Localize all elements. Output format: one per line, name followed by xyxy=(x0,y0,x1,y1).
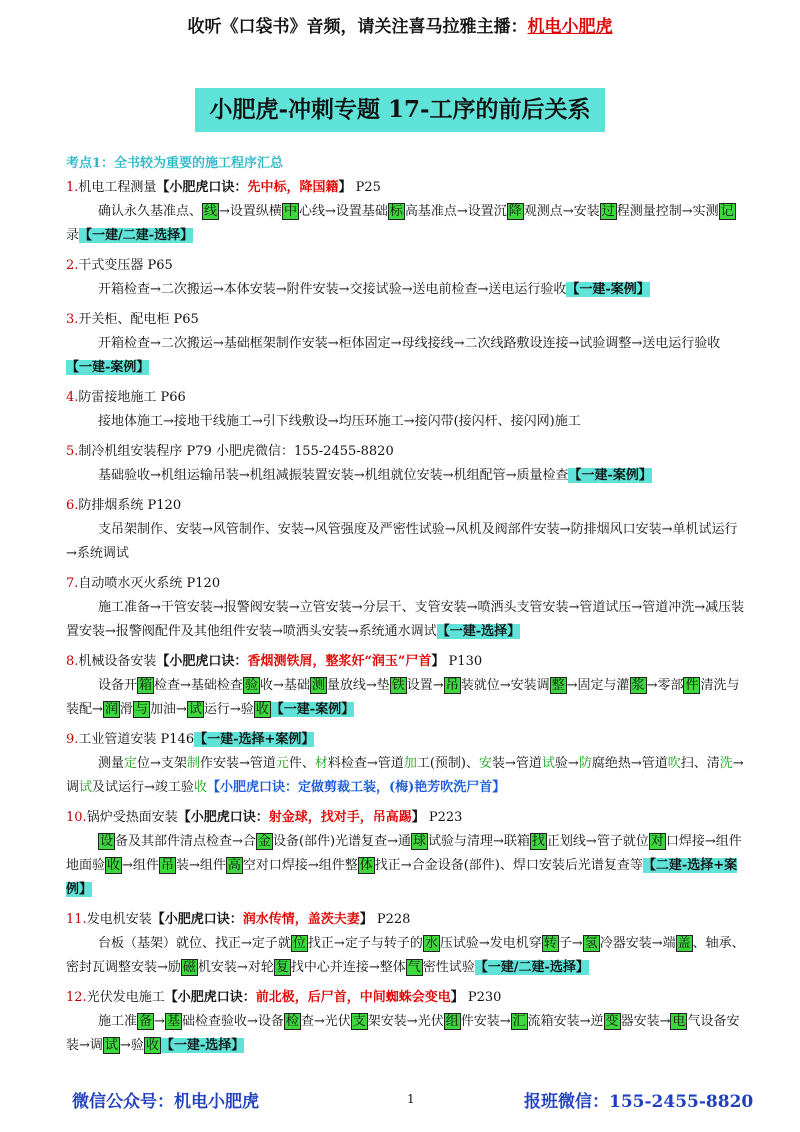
procedure-item xyxy=(66,908,746,980)
text-run: 气设备安装→调 xyxy=(66,1014,740,1053)
highlighted-char: 备 xyxy=(139,1014,153,1029)
text-run: 运行→验 xyxy=(203,702,254,717)
highlighted-char: 体 xyxy=(359,858,373,873)
item-number: 8. xyxy=(66,654,79,669)
mnemonic-text: 润水传情，盖茨夫妻 xyxy=(242,912,360,927)
key-char: 洗 xyxy=(719,756,733,771)
highlighted-char: 支 xyxy=(352,1014,366,1029)
key-char: 安 xyxy=(478,756,492,771)
procedure-item xyxy=(66,386,746,434)
procedure-item xyxy=(66,254,746,302)
footer-wechat-account: 微信公众号：机电小肥虎 xyxy=(72,1092,259,1112)
highlighted-char: 浆 xyxy=(631,678,645,693)
text-run: 开箱检查→二次搬运→本体安装→附件安装→交接试验→送电前检查→送电运行验收 xyxy=(98,282,567,297)
mnemonic-bracket: 【小肥虎口诀： xyxy=(177,810,269,825)
text-run: 架安装→光伏 xyxy=(367,1014,444,1029)
highlighted-char: 气 xyxy=(407,960,421,975)
text-run: 心线→设置基础 xyxy=(298,204,388,219)
text-run: 查→光伏 xyxy=(300,1014,351,1029)
highlighted-char: 试 xyxy=(104,1038,118,1053)
text-run: 施工准备→干管安装→报警阀安装→立管安装→分层干、支管安装→喷洒头支管安装→管道试压→管道冲洗→减压装置安装→报警阀配件及其他组件安装→喷洒头安装→系统通水调试 xyxy=(66,600,745,639)
item-steps xyxy=(66,932,746,980)
text-run: 防排烟系统 P120 xyxy=(78,498,182,513)
text-run: 确认永久基准点、 xyxy=(98,204,203,219)
text-run: 录 xyxy=(66,228,80,243)
highlighted-char: 位 xyxy=(292,936,306,951)
text-run: 件、 xyxy=(288,756,315,771)
item-heading xyxy=(66,650,746,674)
text-run: 防雷接地施工 P66 xyxy=(78,390,186,405)
mnemonic-bracket: 】 xyxy=(338,180,352,195)
text-run: 接地体施工→接地干线施工→引下线敷设→均压环施工→接闪带(接闪杆、接闪网)施工 xyxy=(98,414,581,429)
mnemonic-bracket: 【小肥虎口诀： xyxy=(156,654,248,669)
highlighted-char: 吊 xyxy=(445,678,459,693)
item-steps xyxy=(66,464,746,488)
procedure-item xyxy=(66,806,746,902)
text-run: P230 xyxy=(463,990,502,1005)
text-run: 设置→ xyxy=(406,678,444,693)
highlighted-char: 过 xyxy=(601,204,615,219)
text-run: 工(预制)、 xyxy=(416,756,479,771)
key-char: 定 xyxy=(124,756,138,771)
section-heading: 考点1：全书较为重要的施工程序汇总 xyxy=(66,156,284,171)
item-heading xyxy=(66,440,746,464)
highlighted-char: 汇 xyxy=(512,1014,526,1029)
anchor-link[interactable]: 机电小肥虎 xyxy=(527,17,613,37)
exam-tag: 【一建-案例】 xyxy=(566,282,650,297)
item-heading xyxy=(66,494,746,518)
mnemonic-text: 香烟测铁屑，整浆奸“润玉”尸首 xyxy=(247,654,432,669)
item-number: 1. xyxy=(66,180,79,195)
text-run: 找正→定子与转子的 xyxy=(307,936,423,951)
text-run: P228 xyxy=(372,912,411,927)
highlighted-char: 复 xyxy=(275,960,289,975)
item-heading xyxy=(66,908,746,932)
text-run: 制冷机组安装程序 P79 小肥虎微信：155-2455-8820 xyxy=(78,444,394,459)
procedure-item xyxy=(66,728,746,800)
text-run: 加油→ xyxy=(149,702,187,717)
highlighted-char: 转 xyxy=(543,936,557,951)
item-steps xyxy=(66,830,746,902)
highlighted-char: 检 xyxy=(285,1014,299,1029)
text-run: →组件 xyxy=(122,858,159,873)
highlighted-char: 铁 xyxy=(391,678,405,693)
item-number: 11. xyxy=(66,912,87,927)
item-steps xyxy=(66,200,746,248)
text-run: 位→支架 xyxy=(137,756,187,771)
text-run: 收→基础 xyxy=(259,678,310,693)
procedure-item xyxy=(66,176,746,248)
text-run: 冷器安装→端 xyxy=(599,936,676,951)
item-heading xyxy=(66,806,746,830)
text-run: 装→组件 xyxy=(175,858,226,873)
item-heading xyxy=(66,254,746,278)
item-number: 2. xyxy=(66,258,79,273)
key-char: 吹 xyxy=(667,756,681,771)
text-run: 找正→合金设备(部件)、焊口安装后光谱复查等 xyxy=(374,858,643,873)
text-run: → xyxy=(154,1014,165,1029)
text-run: 发电机安装 xyxy=(86,912,152,927)
item-steps xyxy=(66,1010,746,1058)
key-char: 材 xyxy=(314,756,328,771)
audio-banner xyxy=(0,12,800,37)
highlighted-char: 记 xyxy=(720,204,734,219)
exam-tag: 【一建-选择+案例】 xyxy=(194,732,315,747)
exam-tag: 【一建/二建-选择】 xyxy=(79,228,194,243)
mnemonic-text: 先中标，降国籍 xyxy=(247,180,339,195)
procedure-item xyxy=(66,440,746,488)
item-number: 3. xyxy=(66,312,79,327)
procedure-list xyxy=(66,176,746,1058)
key-char: 试 xyxy=(79,780,93,795)
text-run: →调 xyxy=(66,756,744,795)
text-run: →固定与灌 xyxy=(566,678,630,693)
key-char: 试 xyxy=(541,756,555,771)
text-run: 高基准点→设置沉 xyxy=(404,204,507,219)
item-steps xyxy=(66,596,746,644)
text-run: 干式变压器 P65 xyxy=(78,258,173,273)
highlighted-char: 收 xyxy=(107,858,121,873)
mnemonic-bracket: 】 xyxy=(431,654,445,669)
text-run: 作安装→管道 xyxy=(199,756,276,771)
text-run: 础检查验收→设备 xyxy=(181,1014,284,1029)
text-run: 口焊接→组件地面验 xyxy=(66,834,742,873)
highlighted-char: 吊 xyxy=(160,858,174,873)
highlighted-char: 对 xyxy=(650,834,664,849)
text-run: P130 xyxy=(444,654,483,669)
text-run: 流箱安装→逆 xyxy=(527,1014,604,1029)
text-run: →设置纵横 xyxy=(219,204,282,219)
text-run: 程测量控制→实测 xyxy=(616,204,719,219)
highlighted-char: 基 xyxy=(166,1014,180,1029)
highlighted-char: 电 xyxy=(672,1014,686,1029)
text-run: P25 xyxy=(351,180,381,195)
mnemonic-bracket: 】 xyxy=(359,912,373,927)
text-run: 开关柜、配电柜 P65 xyxy=(78,312,199,327)
text-run: 光伏发电施工 xyxy=(86,990,165,1005)
document-body xyxy=(66,152,746,1058)
text-run: 工业管道安装 P146 xyxy=(78,732,195,747)
text-run: 支吊架制作、安装→风管制作、安装→风管强度及严密性试验→风机及阀部件安装→防排烟风口安装→单机试运行→系统调试 xyxy=(66,522,738,561)
highlighted-char: 件 xyxy=(685,678,699,693)
item-heading xyxy=(66,728,746,752)
item-number: 12. xyxy=(66,990,87,1005)
item-number: 7. xyxy=(66,576,79,591)
text-run: 正划线→管子就位 xyxy=(546,834,649,849)
text-run: 测量 xyxy=(98,756,125,771)
text-run: 压试验→发电机穿 xyxy=(439,936,542,951)
text-run: 自动喷水灭火系统 P120 xyxy=(78,576,221,591)
item-steps xyxy=(66,752,746,800)
text-run: 开箱检查→二次搬运→基础框架制作安装→柜体固定→母线接线→二次线路敷设连接→试验调整→送电运行验收 xyxy=(98,336,721,351)
text-run: 设备(部件)光谱复查→通 xyxy=(272,834,411,849)
text-run: P223 xyxy=(424,810,463,825)
text-run: 验→ xyxy=(554,756,579,771)
text-run: 装→管道 xyxy=(492,756,542,771)
key-char: 制 xyxy=(186,756,200,771)
banner-prefix: 收听《口袋书》音频，请关注喜马拉雅主播： xyxy=(187,17,528,37)
text-run: 机安装→对轮 xyxy=(197,960,274,975)
item-heading xyxy=(66,572,746,596)
procedure-item xyxy=(66,986,746,1058)
item-heading xyxy=(66,986,746,1010)
highlighted-char: 试 xyxy=(188,702,202,717)
mnemonic-bracket: 【小肥虎口诀： xyxy=(151,912,243,927)
text-run: 备及其部件清点检查→合 xyxy=(115,834,256,849)
key-char: 防 xyxy=(578,756,592,771)
text-run: 找中心并连接→整体 xyxy=(290,960,406,975)
text-run: 装就位→安装调 xyxy=(460,678,550,693)
procedure-item xyxy=(66,494,746,566)
item-steps xyxy=(66,674,746,722)
mnemonic-text: 射金球，找对手，吊高踢 xyxy=(268,810,412,825)
highlighted-char: 收 xyxy=(255,702,269,717)
highlighted-char: 水 xyxy=(424,936,438,951)
item-number: 9. xyxy=(66,732,79,747)
highlighted-char: 润 xyxy=(104,702,118,717)
key-char: 元 xyxy=(275,756,289,771)
text-run: →零部 xyxy=(646,678,684,693)
text-run: 锅炉受热面安装 xyxy=(86,810,178,825)
text-run: 施工准 xyxy=(98,1014,138,1029)
exam-tag: 【一建-案例】 xyxy=(568,468,652,483)
text-run: 扫、清 xyxy=(680,756,720,771)
mnemonic-bracket: 【小肥虎口诀： xyxy=(156,180,248,195)
text-run: 检查→基础检查 xyxy=(154,678,243,693)
highlighted-char: 整 xyxy=(551,678,565,693)
highlighted-char: 测 xyxy=(311,678,325,693)
mnemonic-bracket: 【小肥虎口诀： xyxy=(164,990,256,1005)
highlighted-char: 高 xyxy=(227,858,241,873)
item-steps xyxy=(66,332,746,380)
highlighted-char: 找 xyxy=(531,834,545,849)
item-number: 10. xyxy=(66,810,87,825)
text-run: 、轴承、密封瓦调整安装→励 xyxy=(66,936,745,975)
footer-signup-wechat: 报班微信：155-2455-8820 xyxy=(524,1092,754,1112)
highlighted-char: 中 xyxy=(283,204,297,219)
procedure-item xyxy=(66,308,746,380)
text-run: →验 xyxy=(119,1038,144,1053)
highlighted-char: 金 xyxy=(257,834,271,849)
text-run: 量放线→垫 xyxy=(326,678,390,693)
text-run: 滑 xyxy=(119,702,133,717)
text-run: 清洗与装配→ xyxy=(66,678,740,717)
highlighted-char: 与 xyxy=(134,702,148,717)
text-run: 试验与清理→联箱 xyxy=(428,834,530,849)
item-steps xyxy=(66,518,746,566)
page-title: 小肥虎-冲刺专题 17-工序的前后关系 xyxy=(195,88,605,132)
text-run: 器安装→ xyxy=(620,1014,671,1029)
text-run: 观测点→安装 xyxy=(523,204,600,219)
text-run: 机电工程测量 xyxy=(78,180,157,195)
page-number: 1 xyxy=(407,1092,415,1106)
highlighted-char: 收 xyxy=(145,1038,159,1053)
procedure-item xyxy=(66,650,746,722)
exam-tag: 【二建-选择+案例】 xyxy=(66,858,738,897)
mnemonic-bracket: 】 xyxy=(411,810,425,825)
text-run: 基础验收→机组运输吊装→机组减振装置安装→机组就位安装→机组配管→质量检查 xyxy=(98,468,569,483)
highlighted-char: 磁 xyxy=(182,960,196,975)
exam-tag: 【一建-选择】 xyxy=(160,1038,245,1053)
item-steps xyxy=(66,410,746,434)
text-run: 腐绝热→管道 xyxy=(591,756,668,771)
highlighted-char: 球 xyxy=(412,834,426,849)
text-run: 子→ xyxy=(558,936,583,951)
item-number: 5. xyxy=(66,444,79,459)
highlighted-char: 氢 xyxy=(584,936,598,951)
highlighted-char: 设 xyxy=(100,834,114,849)
exam-tag: 【一建-选择】 xyxy=(436,624,521,639)
highlighted-char: 降 xyxy=(508,204,522,219)
item-heading xyxy=(66,176,746,200)
text-run: 设备开 xyxy=(98,678,138,693)
text-run: 空对口焊接→组件整 xyxy=(242,858,358,873)
exam-tag: 【一建-案例】 xyxy=(66,360,150,375)
text-run: 及试运行→竣工验 xyxy=(92,780,194,795)
item-steps xyxy=(66,278,746,302)
key-char: 加 xyxy=(403,756,417,771)
item-heading xyxy=(66,308,746,332)
mnemonic-bracket: 】 xyxy=(450,990,464,1005)
item-number: 6. xyxy=(66,498,79,513)
text-run: 台板（基架）就位、找正→定子就 xyxy=(98,936,291,951)
mnemonic-text: 前北极，后尸首，中间蜘蛛会变电 xyxy=(255,990,451,1005)
highlighted-char: 验 xyxy=(244,678,258,693)
procedure-item xyxy=(66,572,746,644)
highlighted-char: 箱 xyxy=(139,678,153,693)
highlighted-char: 组 xyxy=(445,1014,459,1029)
item-number: 4. xyxy=(66,390,79,405)
text-run: 件安装→ xyxy=(460,1014,511,1029)
exam-tag: 【一建/二建-选择】 xyxy=(474,960,589,975)
item-heading xyxy=(66,386,746,410)
highlighted-char: 变 xyxy=(605,1014,619,1029)
key-char: 收 xyxy=(193,780,207,795)
text-run: 密性试验 xyxy=(422,960,475,975)
highlighted-char: 线 xyxy=(204,204,218,219)
highlighted-char: 盖 xyxy=(677,936,691,951)
text-run: 料检查→管道 xyxy=(327,756,404,771)
mnemonic-note: 【小肥虎口诀：定做剪裁工装，(梅)艳芳吹洗尸首】 xyxy=(206,780,506,795)
text-run: 机械设备安装 xyxy=(78,654,157,669)
highlighted-char: 标 xyxy=(389,204,403,219)
exam-tag: 【一建-案例】 xyxy=(270,702,355,717)
